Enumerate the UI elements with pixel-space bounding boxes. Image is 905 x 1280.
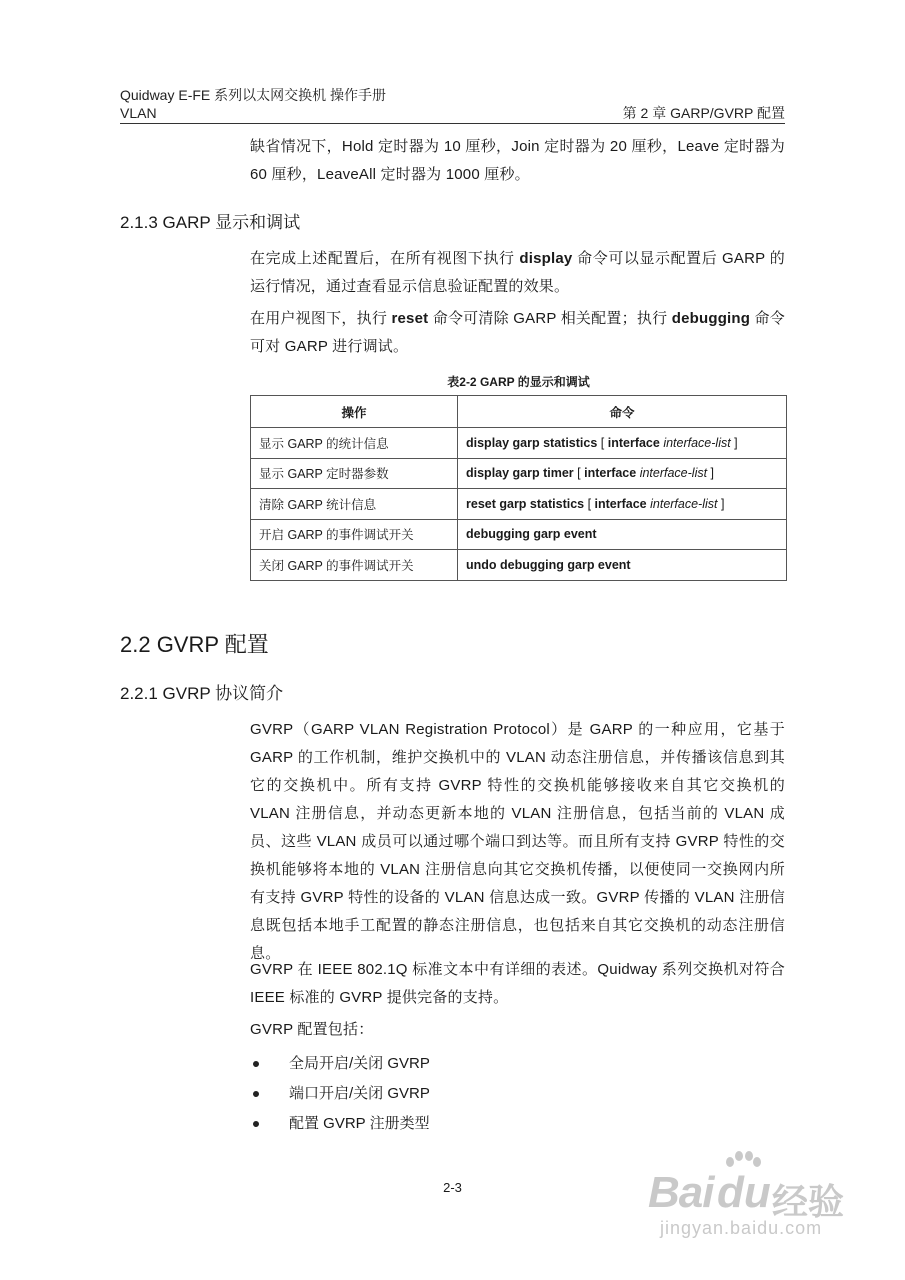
command-cell: debugging garp event <box>458 519 787 550</box>
intro-paragraph: 缺省情况下，Hold 定时器为 10 厘秒，Join 定时器为 20 厘秒，Leave 定时器为 60 厘秒，LeaveAll 定时器为 1000 厘秒。 <box>250 138 785 183</box>
table-row <box>251 458 787 489</box>
operation-cell: 关闭 GARP 的事件调试开关 <box>251 550 458 581</box>
column-header-operation: 操作 <box>251 396 458 428</box>
bullet-icon <box>253 1091 259 1097</box>
operation-cell: 显示 GARP 定时器参数 <box>251 458 458 489</box>
table-header-row <box>251 396 787 428</box>
table-caption: 表2-2 GARP 的显示和调试 <box>447 375 590 389</box>
operation-cell: 开启 GARP 的事件调试开关 <box>251 519 458 550</box>
list-item-text: 端口开启/关闭 GVRP <box>289 1085 430 1102</box>
command-cell: undo debugging garp event <box>458 550 787 581</box>
table-row <box>251 489 787 520</box>
header-manual-title: Quidway E-FE 系列以太网交换机 操作手册 <box>120 87 387 103</box>
column-header-command: 命令 <box>458 396 787 428</box>
operation-cell: 清除 GARP 统计信息 <box>251 489 458 520</box>
watermark-url: jingyan.baidu.com <box>660 1218 823 1238</box>
bullet-icon <box>253 1121 259 1127</box>
garp-display-debug-table <box>250 395 787 581</box>
watermark-cn: 经验 <box>772 1181 845 1222</box>
page-number: 2-3 <box>443 1180 462 1195</box>
section-2-2-1-para-1: GVRP（GARP VLAN Registration Protocol）是 GARP 的一种应用，它基于 GARP 的工作机制，维护交换机中的 VLAN 动态注册信息，并传播该信息到其它的交换机中。所有支持 GVRP 特性的交换机能够接收来自其它交换机的 VLAN 注册信息，并动态更新本地的 VLAN 注册信息，包括当前的 VLAN 成员、这些 VLAN 成员可以通过哪个端口到达等。而且所有支持 GVRP 特性的交换机能够将本地的 VLAN 注册信息向其它交换机传播，以便使同一交换网内所有支持 GVRP 特性的设备的 VLAN 信息达成一致。GVRP 传播的 VLAN 注册信息既包括本地手工配置的静态注册信息，也包括来自其它交换机的动态注册信息。 <box>250 721 785 962</box>
section-2-1-3-para-1: 在完成上述配置后，在所有视图下执行 display 命令可以显示配置后 GARP 的运行情况，通过查看显示信息验证配置的效果。 <box>250 250 785 295</box>
header-chapter: 第 2 章 GARP/GVRP 配置 <box>622 105 785 121</box>
section-2-1-3-title: 2.1.3 GARP 显示和调试 <box>120 213 301 232</box>
command-cell: display garp timer [ interface interface-list ] <box>458 458 787 489</box>
section-2-2-title: 2.2 GVRP 配置 <box>120 632 269 657</box>
bullet-icon <box>253 1061 259 1067</box>
section-2-2-1-para-3: GVRP 配置包括： <box>250 1021 374 1038</box>
header-rule <box>120 123 785 124</box>
watermark-paw-text: du <box>717 1168 771 1217</box>
operation-cell: 显示 GARP 的统计信息 <box>251 428 458 459</box>
table-row <box>251 519 787 550</box>
list-item-text: 配置 GVRP 注册类型 <box>289 1115 430 1132</box>
watermark-brand: Bai <box>648 1168 714 1217</box>
section-2-2-1-para-2: GVRP 在 IEEE 802.1Q 标准文本中有详细的表述。Quidway 系列交换机对符合 IEEE 标准的 GVRP 提供完备的支持。 <box>250 961 785 1006</box>
table-row <box>251 428 787 459</box>
header-section: VLAN <box>120 105 157 121</box>
command-cell: reset garp statistics [ interface interface-list ] <box>458 489 787 520</box>
list-item-text: 全局开启/关闭 GVRP <box>289 1055 430 1072</box>
table-row <box>251 550 787 581</box>
command-cell: display garp statistics [ interface interface-list ] <box>458 428 787 459</box>
section-2-2-1-title: 2.2.1 GVRP 协议简介 <box>120 684 284 703</box>
section-2-1-3-para-2: 在用户视图下，执行 reset 命令可清除 GARP 相关配置；执行 debugging 命令可对 GARP 进行调试。 <box>250 310 785 355</box>
